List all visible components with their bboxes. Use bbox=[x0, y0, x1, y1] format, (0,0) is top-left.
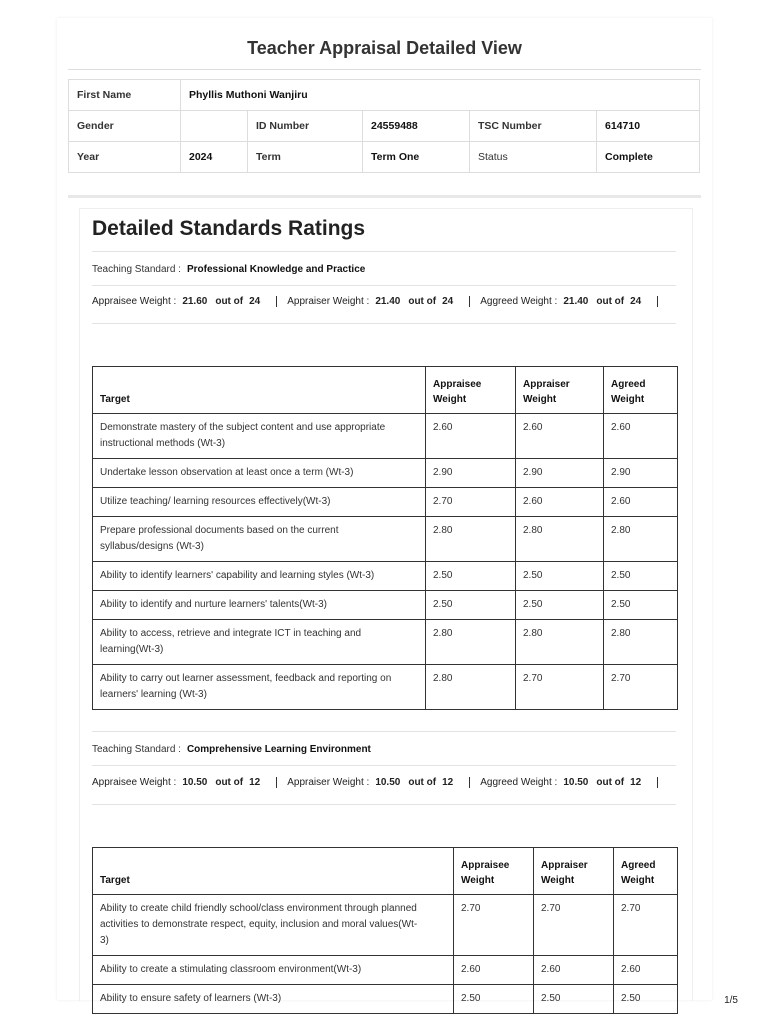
standard-1-weights bbox=[92, 296, 658, 307]
page-title: Teacher Appraisal Detailed View bbox=[247, 38, 522, 58]
appraisee-cell: 2.60 bbox=[454, 956, 534, 985]
agreed-cell: 2.80 bbox=[604, 517, 678, 562]
table-row bbox=[93, 665, 678, 710]
heading-divider bbox=[92, 251, 676, 252]
id-number-value: 24559488 bbox=[363, 111, 470, 142]
info-row-term bbox=[69, 142, 700, 173]
appraiser-cell: 2.70 bbox=[534, 895, 614, 956]
appraiser-cell: 2.50 bbox=[516, 562, 604, 591]
target-cell: Ability to identify learners' capability and learning styles (Wt-3) bbox=[93, 562, 426, 591]
appraisee-cell: 2.50 bbox=[454, 985, 534, 1014]
appraisee-weight-label: Appraisee Weight : bbox=[92, 296, 177, 307]
col-agreed-weight: Agreed Weight bbox=[614, 848, 678, 895]
appraisee-cell: 2.80 bbox=[426, 620, 516, 665]
target-cell: Utilize teaching/ learning resources effectively(Wt-3) bbox=[93, 488, 426, 517]
table-row bbox=[93, 562, 678, 591]
agreed-cell: 2.50 bbox=[614, 985, 678, 1014]
appraiser-weight-value: 10.50 bbox=[375, 777, 401, 788]
id-number-label: ID Number bbox=[248, 111, 363, 142]
table-row bbox=[93, 895, 678, 956]
table-row bbox=[93, 591, 678, 620]
standard-1-table bbox=[92, 366, 678, 710]
standard-name: Comprehensive Learning Environment bbox=[186, 744, 371, 755]
out-of-label: out of bbox=[408, 777, 437, 788]
target-cell: Undertake lesson observation at least once a term (Wt-3) bbox=[93, 459, 426, 488]
standard-2-table bbox=[92, 847, 678, 1014]
target-cell: Ability to create a stimulating classroom environment(Wt-3) bbox=[93, 956, 454, 985]
ratings-heading: Detailed Standards Ratings bbox=[92, 217, 366, 240]
table-header-row bbox=[93, 367, 678, 414]
section-divider bbox=[68, 195, 701, 198]
agreed-cell: 2.70 bbox=[604, 665, 678, 710]
agreed-cell: 2.60 bbox=[614, 956, 678, 985]
appraisee-cell: 2.60 bbox=[426, 414, 516, 459]
appraisee-cell: 2.50 bbox=[426, 591, 516, 620]
appraiser-cell: 2.50 bbox=[516, 591, 604, 620]
appraisee-weight-label: Appraisee Weight : bbox=[92, 777, 177, 788]
appraisee-cell: 2.70 bbox=[426, 488, 516, 517]
appraiser-cell: 2.90 bbox=[516, 459, 604, 488]
gender-label: Gender bbox=[69, 111, 181, 142]
table-row bbox=[93, 956, 678, 985]
agreed-weight-max: 12 bbox=[630, 777, 642, 788]
appraiser-cell: 2.60 bbox=[516, 488, 604, 517]
out-of-label: out of bbox=[408, 296, 437, 307]
standard-2-top-divider bbox=[92, 731, 676, 732]
col-appraiser-weight: Appraiser Weight bbox=[534, 848, 614, 895]
agreed-weight-label: Aggreed Weight : bbox=[480, 777, 558, 788]
appraiser-cell: 2.60 bbox=[516, 414, 604, 459]
table-row bbox=[93, 517, 678, 562]
status-label: Status bbox=[470, 142, 597, 173]
out-of-label: out of bbox=[596, 777, 625, 788]
appraisee-weight-max: 12 bbox=[249, 777, 261, 788]
agreed-cell: 2.90 bbox=[604, 459, 678, 488]
first-name-value: Phyllis Muthoni Wanjiru bbox=[181, 80, 700, 111]
agreed-weight-label: Aggreed Weight : bbox=[480, 296, 558, 307]
standard-name: Professional Knowledge and Practice bbox=[186, 264, 366, 275]
col-appraisee-weight: Appraisee Weight bbox=[426, 367, 516, 414]
agreed-cell: 2.60 bbox=[604, 414, 678, 459]
target-cell: Prepare professional documents based on the current syllabus/designs (Wt-3) bbox=[93, 517, 426, 562]
info-row-ids bbox=[69, 111, 700, 142]
target-cell: Ability to ensure safety of learners (Wt-3) bbox=[93, 985, 454, 1014]
standard-label: Teaching Standard : bbox=[92, 744, 181, 755]
status-value: Complete bbox=[597, 142, 700, 173]
col-appraisee-weight: Appraisee Weight bbox=[454, 848, 534, 895]
standard-1-divider bbox=[92, 285, 676, 286]
agreed-weight-max: 24 bbox=[630, 296, 642, 307]
appraiser-cell: 2.70 bbox=[516, 665, 604, 710]
page-indicator: 1/5 bbox=[724, 995, 738, 1006]
appraisee-cell: 2.80 bbox=[426, 665, 516, 710]
appraisee-cell: 2.90 bbox=[426, 459, 516, 488]
appraisee-weight-summary bbox=[92, 296, 277, 307]
standard-2-weights bbox=[92, 777, 658, 788]
out-of-label: out of bbox=[596, 296, 625, 307]
table-row bbox=[93, 620, 678, 665]
standard-label: Teaching Standard : bbox=[92, 264, 181, 275]
teacher-info-table bbox=[68, 79, 700, 173]
appraisee-cell: 2.50 bbox=[426, 562, 516, 591]
tsc-number-value: 614710 bbox=[597, 111, 700, 142]
target-cell: Ability to access, retrieve and integrate ICT in teaching and learning(Wt-3) bbox=[93, 620, 426, 665]
appraiser-weight-summary bbox=[287, 777, 470, 788]
agreed-weight-value: 21.40 bbox=[563, 296, 589, 307]
col-target: Target bbox=[93, 848, 454, 895]
agreed-cell: 2.70 bbox=[614, 895, 678, 956]
appraiser-cell: 2.80 bbox=[516, 620, 604, 665]
year-label: Year bbox=[69, 142, 181, 173]
table-header-row bbox=[93, 848, 678, 895]
col-appraiser-weight: Appraiser Weight bbox=[516, 367, 604, 414]
term-value: Term One bbox=[363, 142, 470, 173]
agreed-cell: 2.50 bbox=[604, 562, 678, 591]
appraisee-weight-summary bbox=[92, 777, 277, 788]
appraiser-weight-label: Appraiser Weight : bbox=[287, 296, 370, 307]
appraisee-cell: 2.80 bbox=[426, 517, 516, 562]
col-target: Target bbox=[93, 367, 426, 414]
title-divider bbox=[68, 69, 701, 70]
table-row bbox=[93, 414, 678, 459]
appraisal-page bbox=[57, 18, 712, 1004]
info-row-name bbox=[69, 80, 700, 111]
tsc-number-label: TSC Number bbox=[470, 111, 597, 142]
appraiser-weight-label: Appraiser Weight : bbox=[287, 777, 370, 788]
standard-2-divider bbox=[92, 765, 676, 766]
out-of-label: out of bbox=[215, 777, 244, 788]
target-cell: Ability to carry out learner assessment, feedback and reporting on learners' learning (Wt-3) bbox=[93, 665, 426, 710]
agreed-cell: 2.50 bbox=[604, 591, 678, 620]
appraiser-weight-max: 12 bbox=[442, 777, 454, 788]
weights-1-divider bbox=[92, 323, 676, 324]
table-row bbox=[93, 488, 678, 517]
agreed-weight-value: 10.50 bbox=[563, 777, 589, 788]
appraisee-weight-value: 21.60 bbox=[182, 296, 208, 307]
agreed-weight-summary bbox=[480, 296, 658, 307]
gender-value bbox=[181, 111, 248, 142]
appraisee-weight-value: 10.50 bbox=[182, 777, 208, 788]
year-value: 2024 bbox=[181, 142, 248, 173]
agreed-cell: 2.80 bbox=[604, 620, 678, 665]
table-row bbox=[93, 459, 678, 488]
appraiser-cell: 2.80 bbox=[516, 517, 604, 562]
agreed-weight-summary bbox=[480, 777, 658, 788]
standards-ratings-card bbox=[79, 208, 693, 1004]
out-of-label: out of bbox=[215, 296, 244, 307]
appraiser-weight-value: 21.40 bbox=[375, 296, 401, 307]
appraisee-weight-max: 24 bbox=[249, 296, 261, 307]
appraisee-cell: 2.70 bbox=[454, 895, 534, 956]
appraiser-weight-summary bbox=[287, 296, 470, 307]
table-row bbox=[93, 985, 678, 1014]
target-cell: Demonstrate mastery of the subject content and use appropriate instructional methods (Wt-3) bbox=[93, 414, 426, 459]
teaching-standard-2 bbox=[92, 744, 371, 755]
appraiser-cell: 2.60 bbox=[534, 956, 614, 985]
target-cell: Ability to identify and nurture learners' talents(Wt-3) bbox=[93, 591, 426, 620]
teaching-standard-1 bbox=[92, 264, 365, 275]
target-cell: Ability to create child friendly school/class environment through planned activities to demonstrate respect, equity, inclusion and moral values(Wt-3) bbox=[93, 895, 454, 956]
appraiser-cell: 2.50 bbox=[534, 985, 614, 1014]
col-agreed-weight: Agreed Weight bbox=[604, 367, 678, 414]
weights-2-divider bbox=[92, 804, 676, 805]
first-name-label: First Name bbox=[69, 80, 181, 111]
term-label: Term bbox=[248, 142, 363, 173]
appraiser-weight-max: 24 bbox=[442, 296, 454, 307]
agreed-cell: 2.60 bbox=[604, 488, 678, 517]
